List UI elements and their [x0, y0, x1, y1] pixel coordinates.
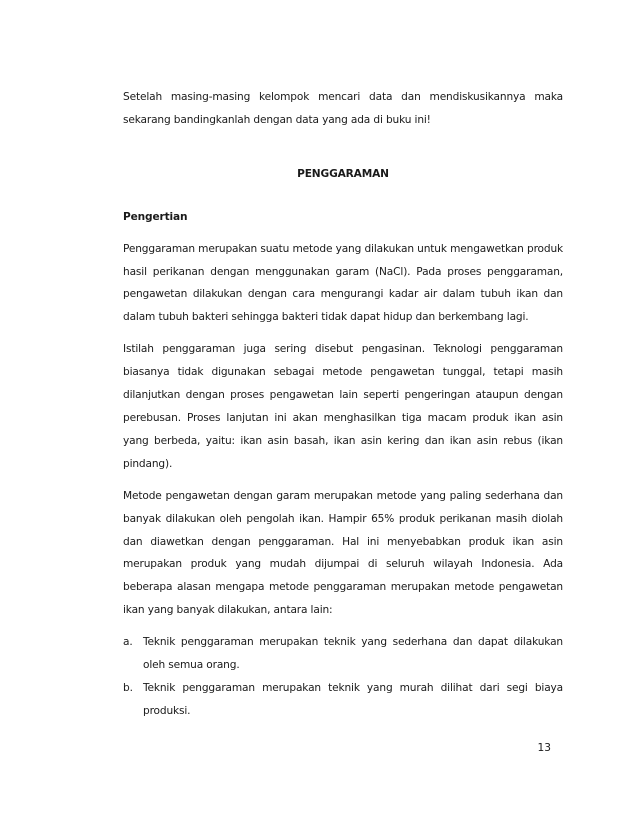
list-marker: b. — [123, 681, 133, 694]
list-item-text: Teknik penggaraman merupakan teknik yang sederhana dan dapat dilakukan oleh semua orang. — [143, 636, 563, 672]
page-number: 13 — [537, 742, 551, 754]
page-content — [123, 86, 563, 723]
list-item — [123, 677, 563, 723]
body-paragraph: Istilah penggaraman juga sering disebut pengasinan. Teknologi penggaraman biasanya tidak digunakan sebagai metode pengawetan tunggal, tetapi masih dilanjutkan dengan proses pengawetan lain seperti pengeringan ataupun dengan perebusan. Proses lanjutan ini akan menghasilkan tiga macam produk ikan asin yang berbeda, yaitu: ikan asin basah, ikan asin kering dan ikan asin rebus (ikan pindang). — [123, 343, 563, 470]
list-marker: a. — [123, 636, 133, 649]
section-title: PENGGARAMAN — [297, 167, 389, 180]
list-item-text: Teknik penggaraman merupakan teknik yang murah dilihat dari segi biaya produksi. — [143, 681, 563, 717]
intro-paragraph: Setelah masing-masing kelompok mencari data dan mendiskusikannya maka sekarang bandingkanlah dengan data yang ada di buku ini! — [123, 91, 563, 126]
body-paragraph: Penggaraman merupakan suatu metode yang dilakukan untuk mengawetkan produk hasil perikanan dengan menggunakan garam (NaCl). Pada proses penggaraman, pengawetan dilakukan dengan cara mengurangi kadar air dalam tubuh ikan dan dalam tubuh bakteri sehingga bakteri tidak dapat hidup dan berkembang lagi. — [123, 242, 563, 324]
reasons-list — [123, 631, 563, 723]
subheading: Pengertian — [123, 210, 188, 223]
list-item — [123, 631, 563, 677]
body-paragraph: Metode pengawetan dengan garam merupakan metode yang paling sederhana dan banyak dilakukan oleh pengolah ikan. Hampir 65% produk perikanan masih diolah dan diawetkan dengan penggaraman. Hal ini menyebabkan produk ikan asin merupakan produk yang mudah dijumpai di seluruh wilayah Indonesia. Ada beberapa alasan mengapa metode penggaraman merupakan metode pengawetan ikan yang banyak dilakukan, antara lain: — [123, 489, 563, 617]
